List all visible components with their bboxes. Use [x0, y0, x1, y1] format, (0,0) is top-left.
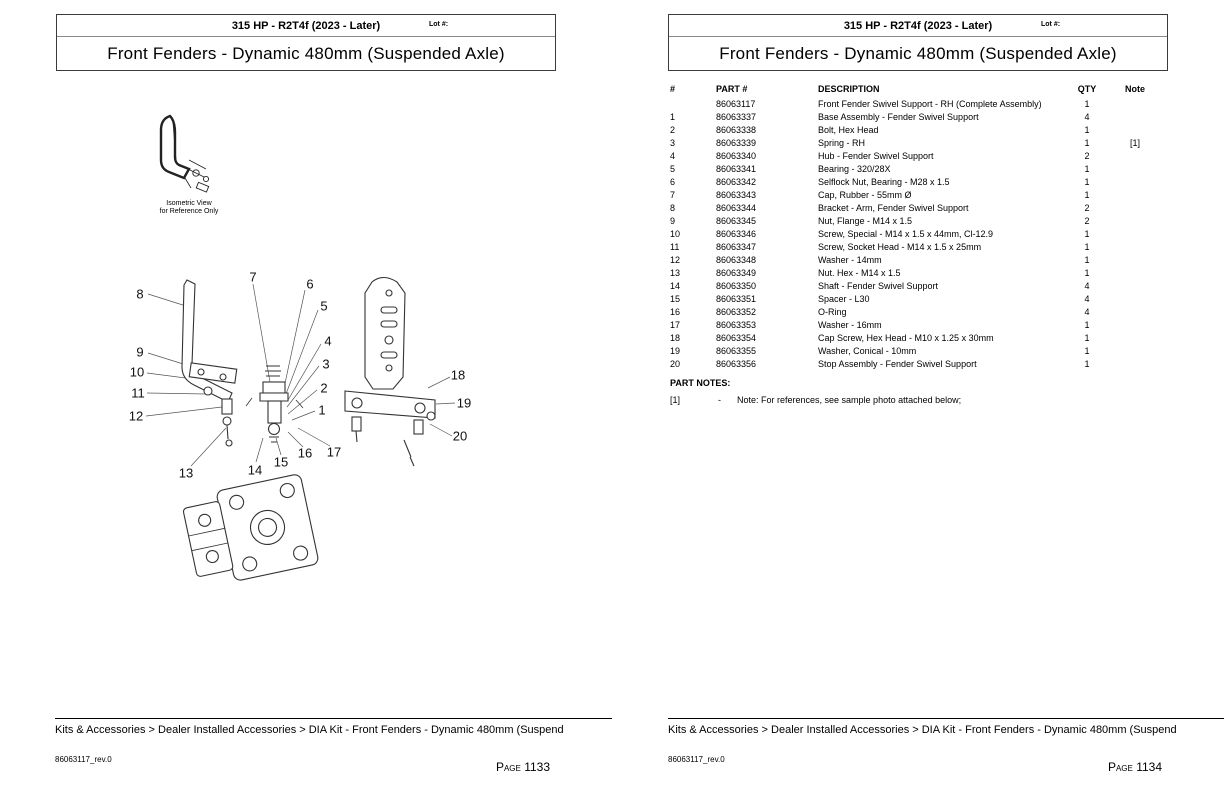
parts-table [670, 84, 1164, 371]
callout-11: 11 [131, 385, 145, 401]
isometric-caption-line1: Isometric View [166, 200, 212, 207]
isometric-caption-line2: for Reference Only [159, 208, 219, 215]
lot-number-label: Lot #: [1041, 21, 1061, 28]
isometric-thumbnail-drawing [161, 116, 209, 192]
callout-5: 5 [320, 298, 328, 314]
part-notes-section [670, 378, 961, 405]
part-row: 14 86063350 Shaft - Fender Swivel Support 4 [670, 281, 1090, 291]
part-row: 13 86063349 Nut. Hex - M14 x 1.5 1 [670, 268, 1090, 278]
col-header-description: DESCRIPTION [818, 84, 880, 94]
page-title: Front Fenders - Dynamic 480mm (Suspended Axle) [719, 43, 1117, 63]
part-row: 6 86063342 Selflock Nut, Bearing - M28 x 1.5 1 [670, 177, 1090, 187]
col-header-part: PART # [716, 84, 748, 94]
part-row: 11 86063347 Screw, Socket Head - M14 x 1.5 x 25mm 1 [670, 242, 1090, 252]
page-number-label: Page [1107, 760, 1133, 774]
callout-10: 10 [129, 364, 145, 380]
callout-18: 18 [450, 367, 466, 383]
callout-12: 12 [128, 408, 144, 424]
part-row: 19 86063355 Washer, Conical - 10mm 1 [670, 346, 1090, 356]
right-page-header [668, 14, 1168, 71]
parts-table-body [670, 98, 1164, 371]
part-row: 12 86063348 Washer - 14mm 1 [670, 255, 1090, 265]
part-note-row [670, 395, 961, 405]
page-number [496, 760, 550, 774]
lot-number-label: Lot #: [429, 21, 449, 28]
revision-label: 86063117_rev.0 [55, 755, 112, 764]
part-row: 20 86063356 Stop Assembly - Fender Swivel Support 1 [670, 359, 1090, 369]
callout-19: 19 [456, 395, 472, 411]
part-note-dash: - [718, 395, 721, 405]
right-header-top-row [669, 15, 1167, 37]
revision-label: 86063117_rev.0 [668, 755, 725, 764]
page-right [612, 0, 1224, 792]
part-row: 5 86063341 Bearing - 320/28X 1 [670, 164, 1090, 174]
page-number [1108, 760, 1162, 774]
callout-13: 13 [178, 465, 194, 481]
page-number-label: Page [495, 760, 521, 774]
model-title: 315 HP - R2T4f (2023 - Later) [231, 19, 381, 32]
callout-9: 9 [136, 344, 144, 360]
callout-8: 8 [136, 286, 144, 302]
callout-17: 17 [326, 444, 342, 460]
parts-table-header [670, 84, 1164, 98]
part-row: 15 86063351 Spacer - L30 4 [670, 294, 1090, 304]
callout-14: 14 [247, 462, 263, 478]
callout-3: 3 [322, 356, 330, 372]
part-row: 86063117 Front Fender Swivel Support - RH (Complete Assembly) 1 [716, 99, 1090, 109]
part-row: 3 86063339 Spring - RH 1 [1] [670, 138, 1140, 148]
part-row: 10 86063346 Screw, Special - M14 x 1.5 x 44mm, Cl-12.9 1 [670, 229, 1090, 239]
page-number-value: 1133 [524, 760, 550, 774]
callout-2: 2 [320, 380, 328, 396]
part-row: 17 86063353 Washer - 16mm 1 [670, 320, 1090, 330]
part-row: 18 86063354 Cap Screw, Hex Head - M10 x 1.25 x 30mm 1 [670, 333, 1090, 343]
breadcrumb[interactable]: Kits & Accessories > Dealer Installed Accessories > DIA Kit - Front Fenders - Dynamic 480mm (Suspend [55, 724, 564, 736]
col-header-note: Note [1125, 84, 1145, 94]
callout-15: 15 [273, 454, 289, 470]
part-row: 2 86063338 Bolt, Hex Head 1 [670, 125, 1090, 135]
model-title: 315 HP - R2T4f (2023 - Later) [843, 19, 993, 32]
callout-7: 7 [249, 269, 257, 285]
part-note-text: Note: For references, see sample photo attached below; [737, 395, 962, 405]
part-note-ref: [1] [670, 395, 681, 405]
part-notes-title: PART NOTES: [670, 378, 731, 388]
footer-divider [55, 718, 612, 719]
callout-6: 6 [306, 276, 314, 292]
part-row: 1 86063337 Base Assembly - Fender Swivel Support 4 [670, 112, 1090, 122]
callout-16: 16 [297, 445, 313, 461]
footer-divider [668, 718, 1224, 719]
part-row: 7 86063343 Cap, Rubber - 55mm Ø 1 [670, 190, 1090, 200]
page-number-value: 1134 [1136, 760, 1162, 774]
part-row: 4 86063340 Hub - Fender Swivel Support 2 [670, 151, 1090, 161]
callout-1: 1 [318, 402, 326, 418]
part-row: 8 86063344 Bracket - Arm, Fender Swivel Support 2 [670, 203, 1090, 213]
page-title: Front Fenders - Dynamic 480mm (Suspended Axle) [107, 43, 505, 63]
part-row: 9 86063345 Nut, Flange - M14 x 1.5 2 [670, 216, 1090, 226]
col-header-num: # [670, 84, 676, 94]
breadcrumb[interactable]: Kits & Accessories > Dealer Installed Accessories > DIA Kit - Front Fenders - Dynamic 480mm (Suspend [668, 724, 1177, 736]
callout-4: 4 [324, 333, 332, 349]
part-row: 16 86063352 O-Ring 4 [670, 307, 1090, 317]
callout-20: 20 [452, 428, 468, 444]
col-header-qty: QTY [1077, 84, 1097, 94]
isometric-caption [143, 200, 235, 216]
